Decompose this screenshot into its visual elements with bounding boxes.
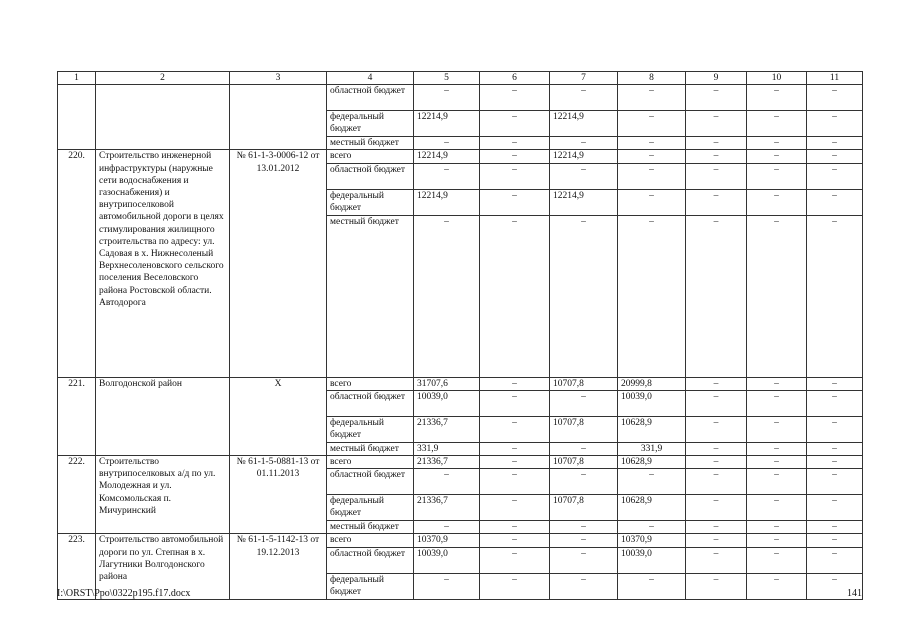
cell: 21336,7 [414, 416, 480, 442]
cell: 12214,9 [414, 111, 480, 137]
cell: – [480, 469, 550, 495]
cell: – [480, 442, 550, 455]
cell: – [480, 534, 550, 547]
cell: – [686, 150, 747, 163]
cell: – [807, 189, 863, 215]
cell: – [747, 390, 807, 416]
cell: – [618, 215, 686, 377]
cell: – [747, 150, 807, 163]
cell: 10628,9 [618, 416, 686, 442]
cell: – [414, 215, 480, 377]
cell: 10370,9 [414, 534, 480, 547]
cell: – [686, 137, 747, 150]
cell: 20999,8 [618, 377, 686, 390]
cell: – [807, 469, 863, 495]
cell: 21336,7 [414, 495, 480, 521]
budget-label: федеральный бюджет [327, 495, 414, 521]
cell: – [807, 534, 863, 547]
cell: – [747, 573, 807, 599]
cell: – [686, 163, 747, 189]
cell: – [807, 85, 863, 111]
budget-label: областной бюджет [327, 390, 414, 416]
cell: – [747, 189, 807, 215]
table-row [58, 534, 863, 547]
cell: – [618, 163, 686, 189]
budget-label: всего [327, 150, 414, 163]
cell: – [747, 469, 807, 495]
cell: – [747, 547, 807, 573]
cell: – [550, 85, 618, 111]
cell: – [550, 137, 618, 150]
cell: – [550, 442, 618, 455]
cell: – [550, 469, 618, 495]
cell: 31707,6 [414, 377, 480, 390]
cell: 12214,9 [414, 189, 480, 215]
object-name: Волгодонской район [96, 377, 230, 455]
cell: – [618, 111, 686, 137]
col-header: 9 [686, 72, 747, 85]
budget-label: федеральный бюджет [327, 416, 414, 442]
cell: – [480, 377, 550, 390]
budget-label: областной бюджет [327, 85, 414, 111]
cell: – [686, 85, 747, 111]
object-name [96, 85, 230, 150]
cell: – [747, 111, 807, 137]
cell: – [747, 377, 807, 390]
table-row [58, 377, 863, 390]
cell: – [807, 416, 863, 442]
col-header: 4 [327, 72, 414, 85]
cell: – [747, 137, 807, 150]
col-header: 7 [550, 72, 618, 85]
cell: – [480, 137, 550, 150]
cell: 10707,8 [550, 495, 618, 521]
cell: – [747, 442, 807, 455]
budget-label: всего [327, 456, 414, 469]
budget-label: федеральный бюджет [327, 189, 414, 215]
cell: – [618, 189, 686, 215]
cell: 331,9 [414, 442, 480, 455]
cell: – [686, 456, 747, 469]
cell: 10039,0 [618, 390, 686, 416]
cell: – [480, 163, 550, 189]
cell: – [480, 215, 550, 377]
col-header: 10 [747, 72, 807, 85]
object-code: № 61-1-5-0881-13 от 01.11.2013 [230, 456, 327, 534]
cell: – [807, 150, 863, 163]
cell: – [807, 547, 863, 573]
cell: – [550, 521, 618, 534]
cell: – [747, 85, 807, 111]
cell: 10707,8 [550, 416, 618, 442]
budget-label: всего [327, 534, 414, 547]
header-row [58, 72, 863, 85]
cell: 10039,0 [414, 390, 480, 416]
cell: 12214,9 [414, 150, 480, 163]
cell: – [686, 390, 747, 416]
cell: 12214,9 [550, 150, 618, 163]
budget-label: всего [327, 377, 414, 390]
cell: – [807, 137, 863, 150]
col-header: 5 [414, 72, 480, 85]
row-number: 221. [58, 377, 96, 455]
cell: – [686, 377, 747, 390]
cell: – [807, 111, 863, 137]
cell: – [807, 573, 863, 599]
cell: – [480, 390, 550, 416]
cell: – [807, 390, 863, 416]
budget-label: областной бюджет [327, 163, 414, 189]
cell: – [618, 469, 686, 495]
budget-label: местный бюджет [327, 137, 414, 150]
cell: – [414, 521, 480, 534]
cell: – [550, 573, 618, 599]
object-code: Х [230, 377, 327, 455]
table-row [58, 456, 863, 469]
budget-label: областной бюджет [327, 469, 414, 495]
table-row [58, 150, 863, 163]
cell: 331,9 [618, 442, 686, 455]
cell: – [618, 521, 686, 534]
col-header: 8 [618, 72, 686, 85]
cell: – [686, 521, 747, 534]
budget-label: областной бюджет [327, 547, 414, 573]
col-header: 2 [96, 72, 230, 85]
cell: – [807, 377, 863, 390]
cell: 10628,9 [618, 495, 686, 521]
cell: – [686, 189, 747, 215]
cell: 10707,8 [550, 377, 618, 390]
object-name: Строительство инженерной инфраструктуры (наружные сети водоснабжения и газоснабжения) и внутрипоселковой автомобильной дороги в целях стимулирования жилищного строительства по адресу: ул. Садовая в х. Нижнесоленый Верхнесоленовского сельского поселения Веселовского района Ростовской области. Автодорога [96, 150, 230, 377]
object-code: № 61-1-5-1142-13 от 19.12.2013 [230, 534, 327, 599]
object-code: № 61-1-3-0006-12 от 13.01.2012 [230, 150, 327, 377]
cell: – [414, 163, 480, 189]
cell: – [480, 85, 550, 111]
cell: – [686, 573, 747, 599]
row-number: 220. [58, 150, 96, 377]
cell: – [747, 416, 807, 442]
cell: – [807, 495, 863, 521]
cell: – [747, 534, 807, 547]
cell: – [618, 137, 686, 150]
cell: – [414, 85, 480, 111]
cell: – [686, 495, 747, 521]
col-header: 1 [58, 72, 96, 85]
cell: 21336,7 [414, 456, 480, 469]
page-number: 141 [847, 588, 862, 599]
cell: – [686, 111, 747, 137]
cell: – [747, 163, 807, 189]
cell: – [807, 456, 863, 469]
cell: – [480, 547, 550, 573]
cell: – [480, 495, 550, 521]
cell: – [550, 163, 618, 189]
row-number [58, 85, 96, 150]
cell: 10039,0 [414, 547, 480, 573]
cell: – [480, 521, 550, 534]
cell: – [747, 521, 807, 534]
cell: – [807, 521, 863, 534]
object-name: Строительство автомобильной дороги по ул. Степная в х. Лагутники Волгодонского района [96, 534, 230, 599]
cell: – [686, 534, 747, 547]
cell: 10370,9 [618, 534, 686, 547]
row-number: 222. [58, 456, 96, 534]
budget-label: местный бюджет [327, 521, 414, 534]
cell: – [807, 215, 863, 377]
budget-table [57, 71, 863, 600]
cell: – [686, 416, 747, 442]
cell: – [480, 111, 550, 137]
cell: – [480, 416, 550, 442]
cell: – [747, 456, 807, 469]
cell: 10628,9 [618, 456, 686, 469]
cell: – [480, 573, 550, 599]
budget-label: местный бюджет [327, 215, 414, 377]
cell: – [480, 456, 550, 469]
table-row [58, 85, 863, 111]
cell: 12214,9 [550, 111, 618, 137]
file-path: I:\ORST\Ppo\0322p195.f17.docx [57, 588, 191, 599]
col-header: 11 [807, 72, 863, 85]
cell: – [550, 390, 618, 416]
cell: – [480, 150, 550, 163]
budget-label: федеральный бюджет [327, 111, 414, 137]
cell: 12214,9 [550, 189, 618, 215]
budget-label: федеральный бюджет [327, 573, 414, 599]
cell: – [618, 85, 686, 111]
cell: – [618, 573, 686, 599]
cell: – [686, 215, 747, 377]
col-header: 3 [230, 72, 327, 85]
cell: – [807, 163, 863, 189]
cell: – [686, 547, 747, 573]
cell: – [550, 215, 618, 377]
cell: – [550, 534, 618, 547]
cell: – [414, 573, 480, 599]
budget-label: местный бюджет [327, 442, 414, 455]
cell: – [618, 150, 686, 163]
cell: – [747, 495, 807, 521]
cell: 10039,0 [618, 547, 686, 573]
object-name: Строительство внутрипоселковых а/д по ул. Молодежная и ул. Комсомольская п. Мичуринский [96, 456, 230, 534]
cell: 10707,8 [550, 456, 618, 469]
cell: – [747, 215, 807, 377]
cell: – [686, 442, 747, 455]
row-number: 223. [58, 534, 96, 599]
cell: – [480, 189, 550, 215]
col-header: 6 [480, 72, 550, 85]
cell: – [807, 442, 863, 455]
cell: – [686, 469, 747, 495]
object-code [230, 85, 327, 150]
cell: – [414, 469, 480, 495]
cell: – [414, 137, 480, 150]
cell: – [550, 547, 618, 573]
